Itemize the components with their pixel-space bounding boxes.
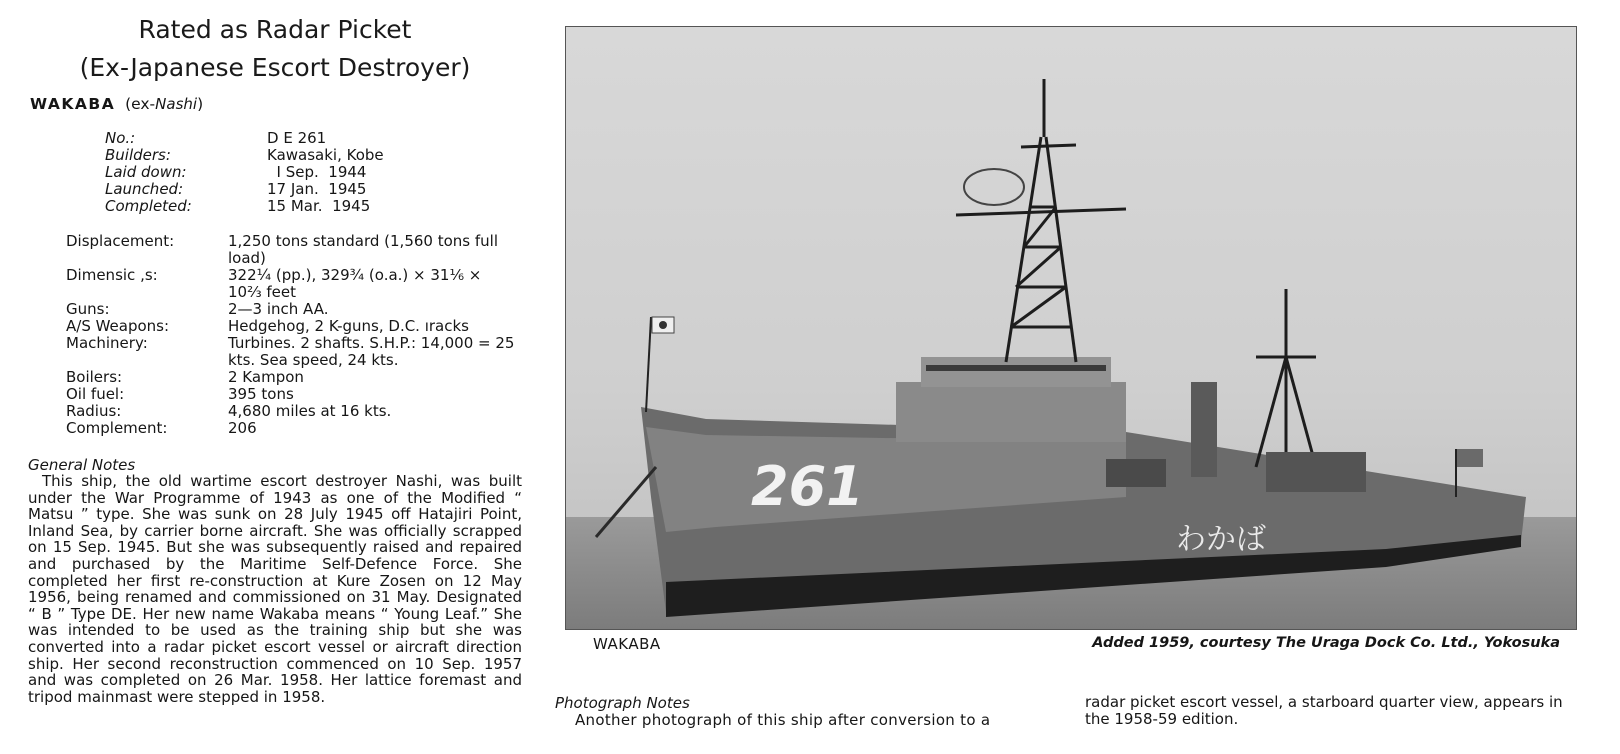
photo-caption-ship-name: WAKABA	[593, 635, 661, 653]
spec-value: 15 Mar. 1945	[267, 197, 371, 215]
spec-row-as-weapons	[66, 318, 566, 335]
bridge	[921, 357, 1111, 387]
ship-name: WAKABA	[30, 95, 116, 113]
spec-row-dimensions	[66, 266, 566, 301]
spec-row-machinery	[66, 334, 566, 369]
spec-value: 2—3 inch AA.	[228, 300, 329, 318]
spec-label: Complement:	[66, 419, 168, 437]
hull-kana: わかば	[1176, 522, 1266, 557]
spec-value: 206	[228, 419, 257, 437]
page-title-line1: Rated as Radar Picket	[138, 15, 412, 44]
spec-label: Machinery:	[66, 334, 148, 352]
spec-row-guns	[66, 301, 566, 318]
ex-suffix: )	[197, 95, 204, 113]
spec-row-number	[105, 130, 605, 147]
photograph-notes-heading: Photograph Notes	[555, 694, 690, 712]
spec-label: Completed:	[105, 197, 192, 215]
spec-label: Dimensic ,s:	[66, 266, 158, 284]
spec-label: Builders:	[105, 146, 171, 164]
spec-value: 1,250 tons standard (1,560 tons full load)	[228, 232, 498, 267]
spec-label: A/S Weapons:	[66, 317, 170, 335]
spec-value: 395 tons	[228, 385, 294, 403]
spec-value: Kawasaki, Kobe	[267, 146, 384, 164]
photograph-notes-body-part1: Another photograph of this ship after conversion to a	[575, 711, 991, 729]
spec-label: Displacement:	[66, 232, 175, 250]
spec-row-laid-down	[105, 164, 605, 181]
spec-value: 4,680 miles at 16 kts.	[228, 402, 392, 420]
page-title-line2: (Ex-Japanese Escort Destroyer)	[79, 53, 471, 82]
spec-value: Turbines. 2 shafts. S.H.P.: 14,000 = 25 kts. Sea speed, 24 kts.	[228, 334, 515, 369]
spec-row-completed	[105, 198, 605, 215]
spec-row-boilers	[66, 369, 566, 386]
deck-gun-forward	[1106, 459, 1166, 487]
photograph-notes-body-part2: radar picket escort vessel, a starboard quarter view, appears in the 1958-59 edition.	[1085, 693, 1563, 728]
ship-heading	[30, 95, 203, 113]
funnel	[1191, 382, 1217, 477]
photo-caption-credit: Added 1959, courtesy The Uraga Dock Co. Ltd., Yokosuka	[1092, 635, 1560, 651]
ship-photograph	[565, 26, 1577, 630]
hull-number: 261	[751, 455, 864, 518]
ship-photo-graphic	[566, 27, 1576, 629]
stern-ensign	[1457, 449, 1483, 467]
spec-value: 322¼ (pp.), 329¾ (o.a.) × 31⅙ × 10⅔ feet	[228, 266, 482, 301]
spec-row-complement	[66, 420, 566, 437]
spec-label: Oil fuel:	[66, 385, 125, 403]
deck-gun-aft	[1266, 452, 1366, 492]
superstructure	[896, 382, 1126, 442]
spec-value: I Sep. 1944	[267, 163, 367, 181]
bridge-windows	[926, 365, 1106, 371]
spec-row-oil-fuel	[66, 386, 566, 403]
spec-label: Launched:	[105, 180, 184, 198]
spec-label: Laid down:	[105, 163, 187, 181]
spec-value: D E 261	[267, 129, 327, 147]
ex-prefix: (ex-	[125, 95, 156, 113]
spec-row-displacement	[66, 232, 566, 267]
spec-row-builders	[105, 147, 605, 164]
bow-flag-disc	[659, 321, 667, 329]
ex-name: Nashi	[155, 95, 198, 113]
spec-value: 17 Jan. 1945	[267, 180, 367, 198]
spec-label: Radius:	[66, 402, 122, 420]
general-notes-body: This ship, the old wartime escort destroyer Nashi, was built under the War Programme of 1943 as one of the Modified “ Matsu ” type. She was sunk on 28 July 1945 off Hatajiri Point, Inland Sea, by carrier borne aircraft. She was officially scrapped on 15 Sep. 1945. But she was subsequently raised and repaired and purchased by the Maritime Self-Defence Force. She completed her first re-construction at Kure Zosen on 12 May 1956, being renamed and commissioned on 31 May. Designated “ B ” Type DE. Her new name Wakaba means “ Young Leaf.” She was intended to be used as the training ship but she was converted into a radar picket escort vessel or aircraft direction ship. Her second reconstruction commenced on 10 Sep. 1957 and was completed on 26 Mar. 1958. Her lattice foremast and tripod mainmast were stepped in 1958.	[28, 472, 522, 706]
spec-value: 2 Kampon	[228, 368, 304, 386]
spec-label: Boilers:	[66, 368, 123, 386]
spec-value: Hedgehog, 2 K-guns, D.C. ıracks	[228, 317, 469, 335]
spec-label: No.:	[105, 129, 136, 147]
spec-label: Guns:	[66, 300, 110, 318]
spec-row-launched	[105, 181, 605, 198]
spec-row-radius	[66, 403, 566, 420]
general-notes-heading: General Notes	[28, 456, 136, 474]
